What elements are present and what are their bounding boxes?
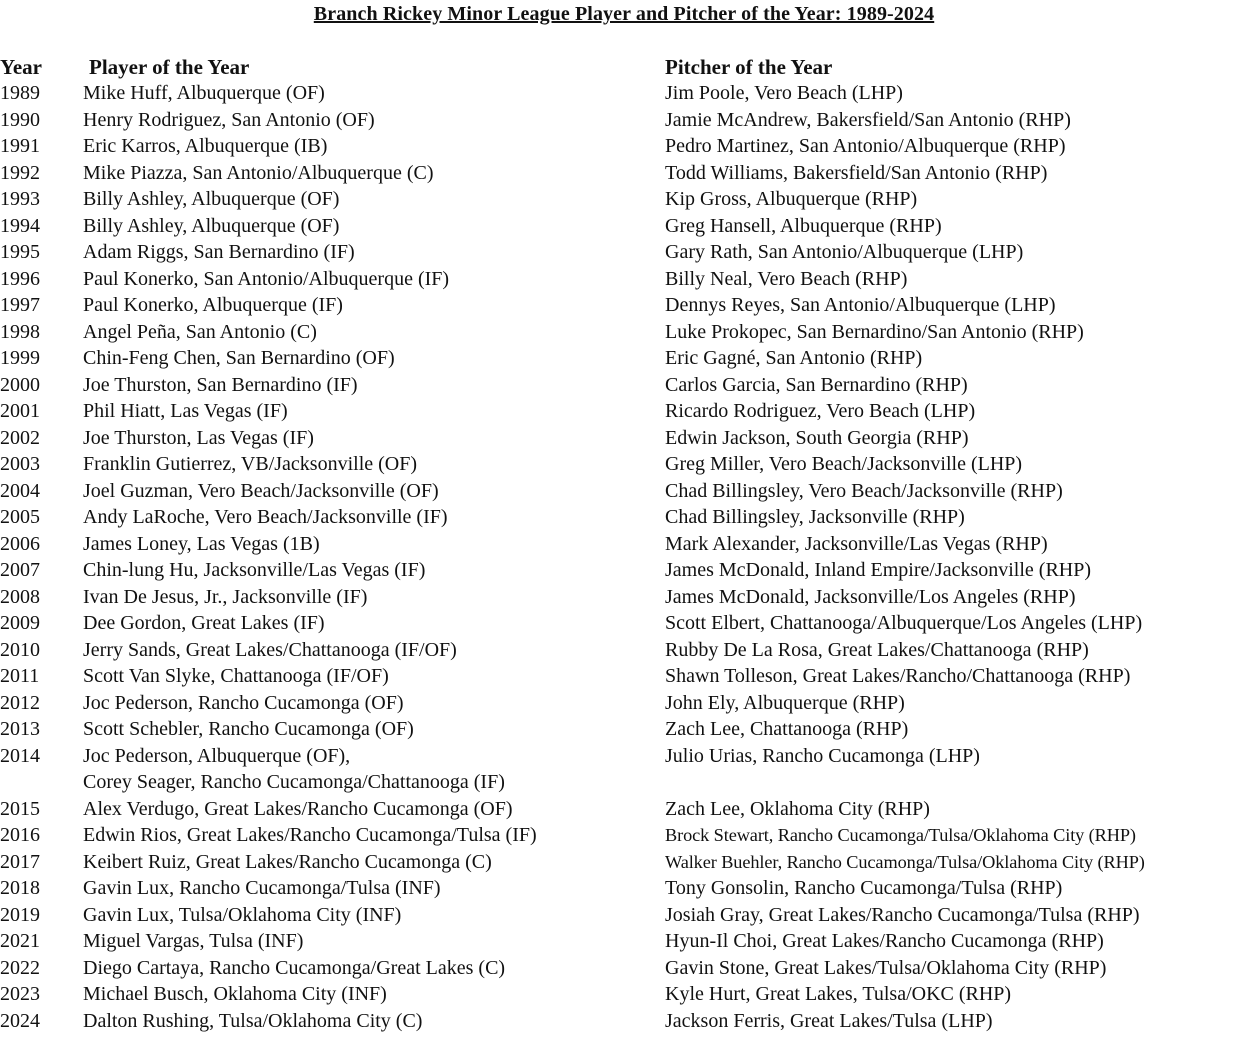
player-cell: Joe Thurston, Las Vegas (IF) (83, 426, 314, 449)
table-row (0, 955, 1248, 982)
pitcher-cell: Kyle Hurt, Great Lakes, Tulsa/OKC (RHP) (665, 983, 1012, 1005)
pitcher-cell: Todd Williams, Bakersfield/San Antonio (RHP) (665, 161, 1048, 184)
player-cell: Joc Pederson, Rancho Cucamonga (OF) (83, 691, 404, 714)
pitcher-cell: Jamie McAndrew, Bakersfield/San Antonio (RHP) (665, 108, 1071, 131)
pitcher-cell: Josiah Gray, Great Lakes/Rancho Cucamonga/Tulsa (RHP) (665, 903, 1140, 926)
player-cell: Henry Rodriguez, San Antonio (OF) (83, 108, 375, 131)
player-cell: Paul Konerko, San Antonio/Albuquerque (IF) (83, 267, 450, 290)
page-title: Branch Rickey Minor League Player and Pitcher of the Year: 1989-2024 (313, 3, 935, 25)
table-row (0, 981, 1248, 1008)
pitcher-cell: Brock Stewart, Rancho Cucamonga/Tulsa/Oklahoma City (RHP) (665, 825, 1136, 845)
player-cell: Mike Piazza, San Antonio/Albuquerque (C) (83, 161, 434, 184)
table-row (0, 345, 1248, 372)
table-row (0, 928, 1248, 955)
pitcher-cell: Ricardo Rodriguez, Vero Beach (LHP) (665, 400, 976, 422)
year-cell: 1999 (0, 347, 40, 369)
year-cell: 1994 (0, 214, 40, 237)
player-cell: Andy LaRoche, Vero Beach/Jacksonville (IF) (83, 506, 448, 528)
year-cell: 2011 (0, 665, 40, 687)
year-cell: 2008 (0, 585, 40, 608)
player-cell: Scott Schebler, Rancho Cucamonga (OF) (83, 718, 414, 740)
pitcher-cell: Gavin Stone, Great Lakes/Tulsa/Oklahoma City (RHP) (665, 956, 1107, 979)
table-row (0, 822, 1248, 849)
table-row (0, 584, 1248, 611)
player-cell: Franklin Gutierrez, VB/Jacksonville (OF) (83, 453, 418, 475)
player-cell: Keibert Ruiz, Great Lakes/Rancho Cucamonga (C) (83, 850, 492, 873)
year-cell: 2000 (0, 373, 40, 396)
year-cell: 2016 (0, 824, 40, 846)
table-row (0, 796, 1248, 823)
player-cell: Gavin Lux, Rancho Cucamonga/Tulsa (INF) (83, 877, 441, 899)
table-row (0, 213, 1248, 240)
table-row (0, 557, 1248, 584)
player-cell: Dee Gordon, Great Lakes (IF) (83, 612, 325, 634)
table-row (0, 186, 1248, 213)
year-cell: 2003 (0, 453, 40, 475)
player-cell: Diego Cartaya, Rancho Cucamonga/Great Lakes (C) (83, 956, 506, 979)
player-cell: Eric Karros, Albuquerque (IB) (83, 135, 328, 157)
player-cell: Gavin Lux, Tulsa/Oklahoma City (INF) (83, 903, 402, 926)
table-row (0, 372, 1248, 399)
year-cell: 2005 (0, 506, 40, 528)
awards-table (0, 80, 1248, 1034)
player-cell: Joe Thurston, San Bernardino (IF) (83, 373, 358, 396)
pitcher-cell: Carlos Garcia, San Bernardino (RHP) (665, 373, 968, 396)
table-row (0, 451, 1248, 478)
player-cell: Miguel Vargas, Tulsa (INF) (83, 930, 304, 952)
player-cell: Paul Konerko, Albuquerque (IF) (83, 294, 343, 316)
header-pitcher: Pitcher of the Year (665, 55, 833, 79)
pitcher-cell: Rubby De La Rosa, Great Lakes/Chattanooga (RHP) (665, 638, 1089, 661)
player-cell: Jerry Sands, Great Lakes/Chattanooga (IF/OF) (83, 638, 457, 661)
player-cell: Joc Pederson, Albuquerque (OF), (83, 744, 351, 767)
table-row (0, 107, 1248, 134)
table-row (0, 504, 1248, 531)
year-cell: 2004 (0, 479, 40, 502)
pitcher-cell: Billy Neal, Vero Beach (RHP) (665, 267, 908, 290)
table-row (0, 425, 1248, 452)
header-player: Player of the Year (89, 55, 250, 79)
header-year: Year (0, 55, 42, 79)
pitcher-cell: Greg Miller, Vero Beach/Jacksonville (LHP) (665, 453, 1023, 475)
table-row (0, 690, 1248, 717)
pitcher-cell: Hyun-Il Choi, Great Lakes/Rancho Cucamonga (RHP) (665, 930, 1104, 952)
year-cell: 1996 (0, 267, 40, 290)
table-row (0, 239, 1248, 266)
player-cell: Billy Ashley, Albuquerque (OF) (83, 214, 340, 237)
year-cell: 1989 (0, 82, 40, 104)
year-cell: 2007 (0, 559, 40, 581)
year-cell: 2014 (0, 744, 40, 767)
pitcher-cell: Zach Lee, Chattanooga (RHP) (665, 718, 909, 740)
table-row (0, 478, 1248, 505)
pitcher-cell: Chad Billingsley, Vero Beach/Jacksonville (RHP) (665, 479, 1063, 502)
year-cell: 2009 (0, 612, 40, 634)
pitcher-cell: Jackson Ferris, Great Lakes/Tulsa (LHP) (665, 1009, 993, 1032)
pitcher-cell: Greg Hansell, Albuquerque (RHP) (665, 214, 942, 237)
year-cell: 2012 (0, 691, 40, 714)
pitcher-cell: Luke Prokopec, San Bernardino/San Antonio (RHP) (665, 320, 1084, 343)
player-cell: Chin-lung Hu, Jacksonville/Las Vegas (IF) (83, 559, 426, 581)
year-cell: 1990 (0, 108, 40, 131)
table-row (0, 266, 1248, 293)
pitcher-cell: Edwin Jackson, South Georgia (RHP) (665, 426, 969, 449)
pitcher-cell: Dennys Reyes, San Antonio/Albuquerque (LHP) (665, 294, 1056, 316)
table-row (0, 716, 1248, 743)
year-cell: 2010 (0, 638, 40, 661)
year-cell: 2006 (0, 532, 40, 555)
table-row (0, 875, 1248, 902)
player-cell: Ivan De Jesus, Jr., Jacksonville (IF) (83, 585, 368, 608)
player-cell: Phil Hiatt, Las Vegas (IF) (83, 400, 288, 422)
table-row (0, 531, 1248, 558)
table-row (0, 292, 1248, 319)
player-cell: Angel Peña, San Antonio (C) (83, 320, 317, 343)
pitcher-cell: Chad Billingsley, Jacksonville (RHP) (665, 506, 965, 528)
pitcher-cell: Tony Gonsolin, Rancho Cucamonga/Tulsa (RHP) (665, 877, 1063, 899)
pitcher-cell: Pedro Martinez, San Antonio/Albuquerque (RHP) (665, 135, 1066, 157)
year-cell: 2018 (0, 877, 40, 899)
pitcher-cell: Julio Urias, Rancho Cucamonga (LHP) (665, 744, 980, 767)
pitcher-cell: Mark Alexander, Jacksonville/Las Vegas (RHP) (665, 532, 1048, 555)
year-cell: 2021 (0, 930, 40, 952)
pitcher-cell: Walker Buehler, Rancho Cucamonga/Tulsa/Oklahoma City (RHP) (665, 851, 1145, 872)
table-row (0, 160, 1248, 187)
table-row (0, 319, 1248, 346)
table-row (0, 663, 1248, 690)
year-cell: 1993 (0, 188, 40, 210)
pitcher-cell: Gary Rath, San Antonio/Albuquerque (LHP) (665, 241, 1024, 263)
table-row (0, 398, 1248, 425)
year-cell: 2013 (0, 718, 40, 740)
year-cell: 1992 (0, 161, 40, 184)
year-cell: 1991 (0, 135, 40, 157)
player-cell-second: Corey Seager, Rancho Cucamonga/Chattanooga (IF) (83, 771, 505, 793)
year-cell: 2022 (0, 956, 40, 979)
player-cell: Joel Guzman, Vero Beach/Jacksonville (OF) (83, 479, 439, 502)
player-cell: Adam Riggs, San Bernardino (IF) (83, 241, 355, 263)
player-cell: Billy Ashley, Albuquerque (OF) (83, 188, 340, 210)
table-row (0, 743, 1248, 796)
table-row (0, 133, 1248, 160)
year-cell: 1998 (0, 320, 40, 343)
year-cell: 1997 (0, 294, 40, 316)
player-cell: Mike Huff, Albuquerque (OF) (83, 82, 325, 104)
pitcher-cell: Zach Lee, Oklahoma City (RHP) (665, 797, 930, 820)
pitcher-cell: Scott Elbert, Chattanooga/Albuquerque/Los Angeles (LHP) (665, 612, 1143, 634)
pitcher-cell: James McDonald, Inland Empire/Jacksonville (RHP) (665, 559, 1092, 581)
table-row (0, 80, 1248, 107)
pitcher-cell: Jim Poole, Vero Beach (LHP) (665, 82, 903, 104)
year-cell: 2017 (0, 850, 40, 873)
table-row (0, 610, 1248, 637)
pitcher-cell: Eric Gagné, San Antonio (RHP) (665, 347, 923, 369)
pitcher-cell: Kip Gross, Albuquerque (RHP) (665, 188, 918, 210)
player-cell: Edwin Rios, Great Lakes/Rancho Cucamonga/Tulsa (IF) (83, 824, 537, 846)
player-cell: Michael Busch, Oklahoma City (INF) (83, 983, 387, 1005)
player-cell: James Loney, Las Vegas (1B) (83, 532, 320, 555)
pitcher-cell: James McDonald, Jacksonville/Los Angeles (RHP) (665, 585, 1076, 608)
table-row (0, 902, 1248, 929)
table-row (0, 1008, 1248, 1035)
table-row (0, 849, 1248, 876)
year-cell: 2019 (0, 903, 40, 926)
player-cell: Alex Verdugo, Great Lakes/Rancho Cucamonga (OF) (83, 797, 513, 820)
year-cell: 2024 (0, 1009, 40, 1032)
year-cell: 2015 (0, 797, 40, 820)
table-row (0, 637, 1248, 664)
year-cell: 2002 (0, 426, 40, 449)
player-cell: Scott Van Slyke, Chattanooga (IF/OF) (83, 665, 389, 687)
pitcher-cell: John Ely, Albuquerque (RHP) (665, 691, 905, 714)
year-cell: 2001 (0, 400, 40, 422)
player-cell: Chin-Feng Chen, San Bernardino (OF) (83, 347, 395, 369)
player-cell: Dalton Rushing, Tulsa/Oklahoma City (C) (83, 1009, 423, 1032)
year-cell: 2023 (0, 983, 40, 1005)
pitcher-cell: Shawn Tolleson, Great Lakes/Rancho/Chattanooga (RHP) (665, 665, 1131, 687)
year-cell: 1995 (0, 241, 40, 263)
